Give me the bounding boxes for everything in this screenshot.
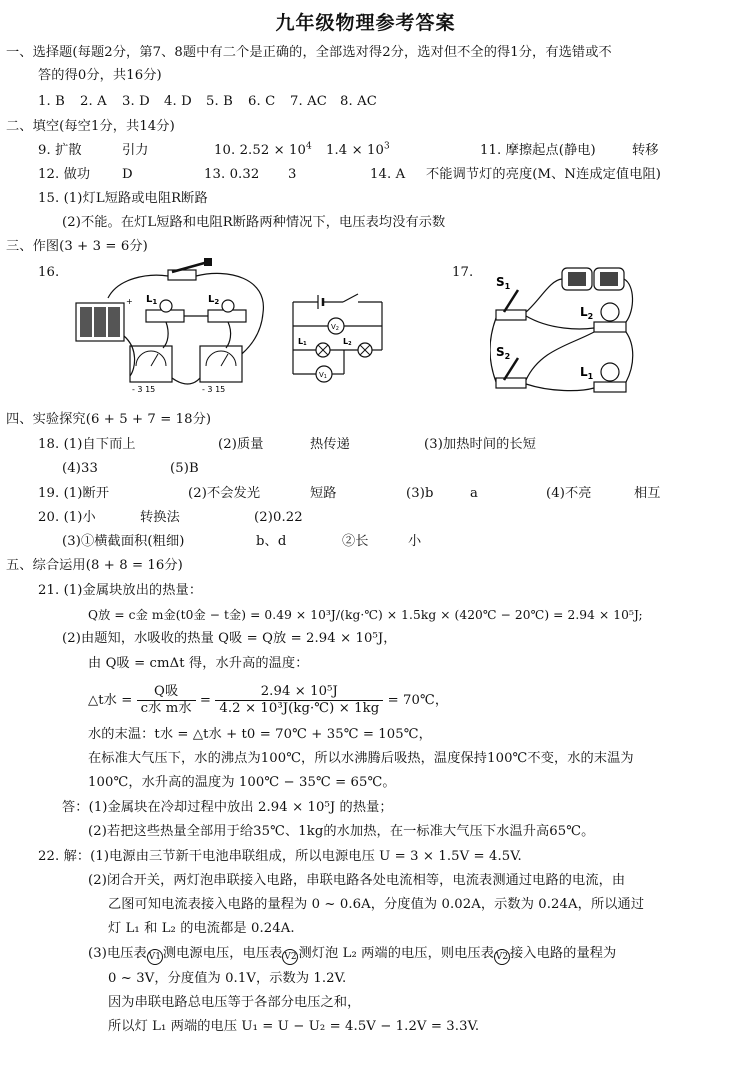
q22-part2c: 灯 L₁ 和 L₂ 的电流都是 0.24A. [108, 921, 295, 936]
lamp-base-l1 [594, 382, 626, 392]
q20-row2 [62, 534, 421, 550]
bulb-icon-l1 [160, 300, 172, 312]
q21-part2: (2)由题知，水吸收的热量 Q吸 = Q放 = 2.94 × 10⁵J， [62, 631, 397, 646]
q20-3b: b、d [256, 534, 287, 549]
page-title: 九年级物理参考答案 [275, 12, 456, 34]
l2-label: $L_2$ [208, 294, 220, 306]
q22-part3d: 所以灯 L₁ 两端的电压 U₁ = U − U₂ = 4.5V − 1.2V = 3.3V. [108, 1019, 480, 1034]
bulb-icon-l2 [222, 300, 234, 312]
q18-2: (2)质量 [218, 437, 264, 452]
fig17-physical-circuit [490, 260, 640, 400]
q19-2b: 短路 [310, 486, 337, 501]
switch-icon-s2 [496, 378, 526, 388]
q21-part1: 21. (1)金属块放出的热量： [38, 583, 203, 598]
answer-8: 8. AC [340, 94, 377, 109]
q19-3b: a [470, 486, 478, 501]
q19-row [38, 486, 661, 502]
bulb-icon-l1 [601, 363, 619, 381]
answer-6: 6. C [248, 94, 276, 109]
answer-7: 7. AC [290, 94, 327, 109]
q20-3: (3)①横截面积(粗细) [62, 534, 185, 549]
answer-3: 3. D [122, 94, 150, 109]
q21-answer1: 答：(1)金属块在冷却过程中放出 2.94 × 10⁵J 的热量； [62, 800, 393, 815]
q22-3c: 测灯泡 L₂ 两端的电压，则电压表 [298, 946, 495, 961]
q22-part3 [88, 946, 616, 965]
q14-b: 不能调节灯的亮度(M、N连成定值电阻) [426, 167, 662, 182]
q22-3a: (3)电压表 [88, 946, 147, 961]
fraction-1 [137, 684, 196, 717]
q12-b: D [122, 167, 133, 182]
q19-4b: 相互 [634, 486, 661, 501]
lamp-base-l2 [594, 322, 626, 332]
q16-label: 16. [38, 265, 60, 280]
q21-final-temp: 水的末温：t水 = △t水 + t0 = 70℃ + 35℃ = 105℃， [88, 727, 432, 742]
q22-part3b: 0 ~ 3V，分度值为 0.1V，示数为 1.2V. [108, 971, 347, 986]
fig16-schematic [288, 290, 388, 390]
switch-handle [204, 258, 212, 266]
q9-b: 引力 [122, 143, 149, 158]
v1-label: V1 [319, 371, 327, 380]
q11: 11. 摩擦起点(静电) [480, 143, 596, 158]
q15-part1: 15. (1)灯L短路或电阻R断路 [38, 191, 208, 206]
fig16-physical-circuit [68, 258, 278, 403]
q15-part2: (2)不能。在灯L短路和电阻R断路两种情况下，电压表均没有示数 [62, 215, 446, 230]
q21-eq1: Q放 = c金 m金(t0金 − t金) = 0.49 × 10³J/(kg·℃) × 1.5kg × (420℃ − 20℃) = 2.94 × 10⁵J; [88, 608, 643, 622]
fill-row-12-14 [38, 167, 728, 183]
q10-b [326, 143, 480, 159]
q21-explain2: 100℃，水升高的温度为 100℃ − 35℃ = 65℃。 [88, 775, 396, 790]
q17-label: 17. [452, 265, 474, 280]
q19-3: (3)b [406, 486, 434, 501]
q19-1: 19. (1)断开 [38, 486, 110, 501]
q22-part3c: 因为串联电路总电压等于各部分电压之和， [108, 995, 361, 1010]
section4-heading: 四、实验探究(6 + 5 + 7 = 18分) [6, 412, 212, 427]
q10b-exp: 3 [384, 141, 390, 152]
section5-heading: 五、综合运用(8 + 8 = 16分) [6, 558, 183, 573]
q22-part1: 22. 解：(1)电源由三节新干电池串联组成，所以电源电压 U = 3 × 1.5V = 4.5V. [38, 849, 522, 864]
q14: 14. A [370, 167, 406, 182]
answer-5: 5. B [206, 94, 233, 109]
q18-row1 [38, 437, 536, 453]
q19-2: (2)不会发光 [188, 486, 261, 501]
q9: 9. 扩散 [38, 143, 82, 158]
q20-3c: ②长 [342, 534, 369, 549]
battery-plus-label: + [126, 297, 133, 306]
section1-heading: 一、选择题(每题2分，第7、8题中有二个是正确的，全部选对得2分，选对但不全的得1分，有选错或不 [6, 45, 612, 60]
q18-1: 18. (1)自下而上 [38, 437, 136, 452]
q22-3b: 测电源电压，电压表 [162, 946, 283, 961]
q18-4: (4)33 [62, 461, 98, 476]
f17-l2-label: $L_2$ [580, 305, 594, 321]
voltmeter-v2-icon-b: V2 [494, 949, 510, 965]
meter1-scale: - 3 15 [132, 385, 156, 394]
q22-part2b: 乙图可知电流表接入电路的量程为 0 ~ 0.6A，分度值为 0.02A，示数为 0.24A，所以通过 [108, 897, 645, 912]
fraction-2 [215, 684, 383, 717]
answer-4: 4. D [164, 94, 192, 109]
q21-fraction-eq: △t水 = $\frac{\text{Q吸}}{\text{c水 m水}}$ = $\frac{\text{2.94 × 10⁵J}}{\text{4.2 × 10³J(kg·℃) × 1kg}}$ = 70℃， [88, 684, 449, 716]
sch-l2-label: L2 [343, 337, 352, 347]
frac2-den: 4.2 × 10³J(kg·℃) × 1kg [219, 701, 380, 716]
l1-label: $L_1$ [146, 294, 158, 306]
section1-heading-cont: 答的得0分，共16分) [38, 68, 162, 83]
q10b-base: 1.4 × 10 [326, 143, 384, 158]
frac2-num: 2.94 × 10⁵J [215, 684, 383, 701]
q22-3d: 接入电路的量程为 [510, 946, 617, 961]
bulb-icon-l2 [601, 303, 619, 321]
voltmeter-v1-icon: V1 [147, 949, 163, 965]
meter2-scale: - 3 15 [202, 385, 226, 394]
q21-part2b: 由 Q吸 = cmΔt 得，水升高的温度： [88, 656, 309, 671]
frac-lhs: △t水 = [88, 693, 133, 708]
frac1-num: Q吸 [137, 684, 196, 701]
q20-2: (2)0.22 [254, 510, 303, 525]
s1-label: $S_1$ [496, 275, 511, 291]
answer-1: 1. B [38, 94, 65, 109]
v2-label: V2 [331, 323, 339, 332]
q22-part2: (2)闭合开关，两灯泡串联接入电路，串联电路各处电流相等，电流表测通过电路的电流，由 [88, 873, 626, 888]
sch-l1-label: L1 [298, 337, 307, 347]
section3-heading: 三、作图(3 + 3 = 6分) [6, 239, 148, 254]
q13-b: 3 [288, 167, 297, 182]
q20-1: 20. (1)小 [38, 510, 96, 525]
q19-4: (4)不亮 [546, 486, 592, 501]
q20-row1 [38, 510, 303, 526]
q10-exp: 4 [306, 141, 312, 152]
fill-row-9-11 [38, 143, 728, 159]
choice-answers [38, 94, 377, 110]
q18-3: (3)加热时间的长短 [424, 437, 536, 452]
q10-base: 10. 2.52 × 10 [214, 143, 307, 158]
q21-answer2: (2)若把这些热量全部用于给35℃、1kg的水加热，在一标准大气压下水温升高65℃。 [88, 824, 595, 839]
voltmeter-v2-icon: V2 [282, 949, 298, 965]
q18-2b: 热传递 [310, 437, 350, 452]
q20-1b: 转换法 [140, 510, 180, 525]
q21-explain1: 在标准大气压下，水的沸点为100℃，所以水沸腾后吸热，温度保持100℃不变，水的末温为 [88, 751, 634, 766]
section2-heading: 二、填空(每空1分，共14分) [6, 119, 175, 134]
s2-label: $S_2$ [496, 345, 511, 361]
q10 [214, 143, 326, 159]
q13: 13. 0.32 [204, 167, 260, 182]
f17-l1-label: $L_1$ [580, 365, 594, 381]
q18-row2 [62, 461, 199, 477]
answer-2: 2. A [80, 94, 107, 109]
switch-symbol [343, 294, 358, 302]
switch-icon-s1 [496, 310, 526, 320]
q18-5: (5)B [170, 461, 199, 476]
frac-result: = 70℃， [387, 693, 449, 708]
q20-3d: 小 [408, 534, 422, 549]
frac1-den: c水 m水 [140, 701, 192, 716]
q12: 12. 做功 [38, 167, 91, 182]
q11-b: 转移 [632, 143, 659, 158]
